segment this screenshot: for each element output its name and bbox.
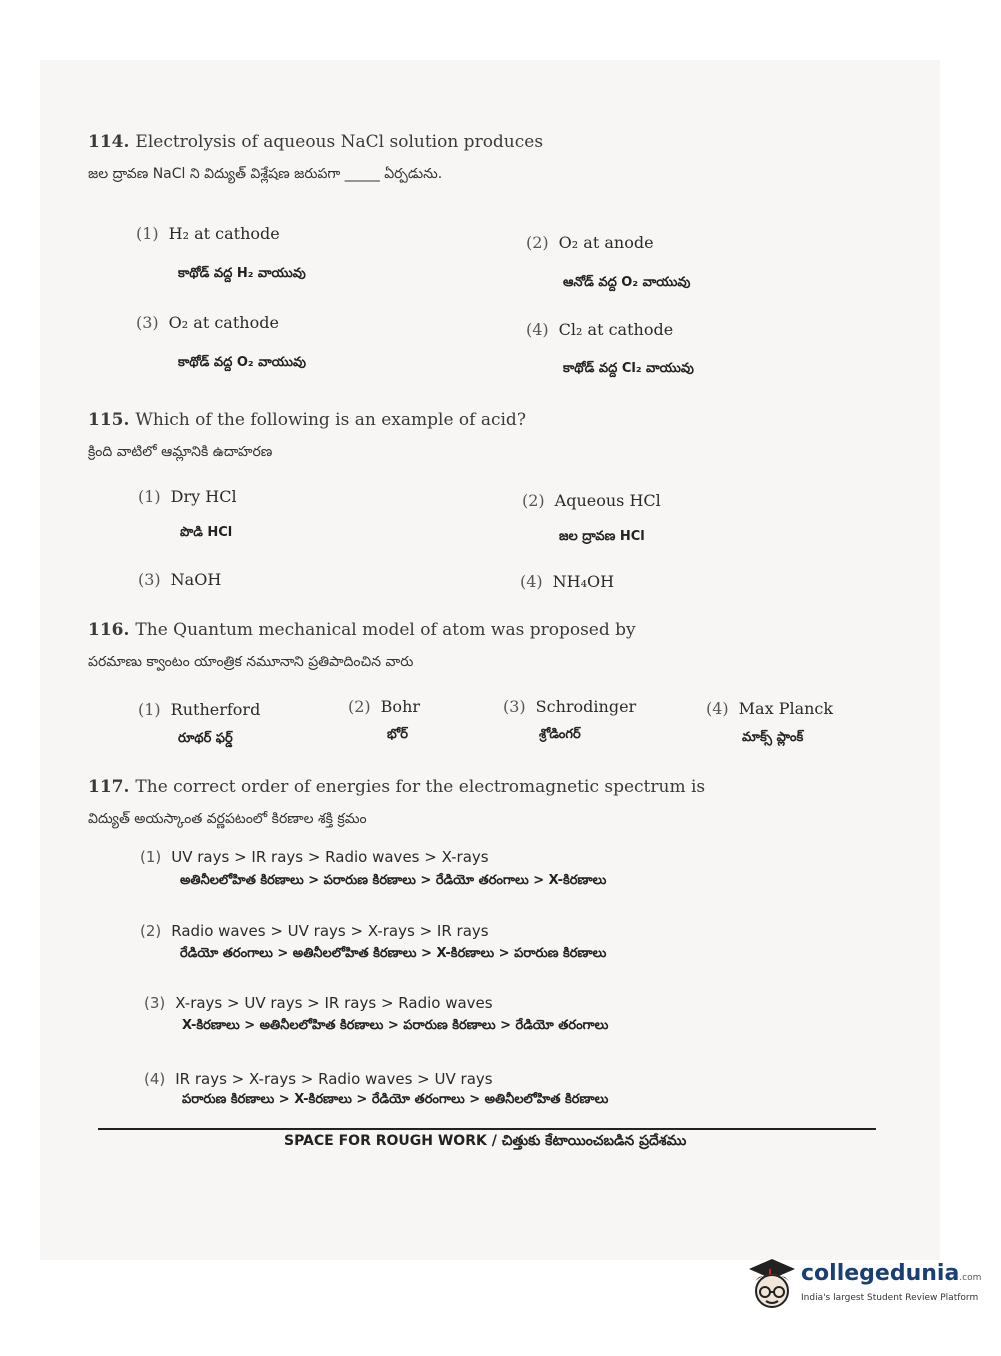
option-117-4-telugu: పరారుణ కిరణాలు > X-కిరణాలు > రేడియో తరంగాలు > అతినీలలోహిత కిరణాలు — [182, 1092, 609, 1107]
option-114-4[interactable]: (4) Cl₂ at cathode — [526, 320, 674, 339]
question-number: 116. — [88, 620, 130, 640]
option-115-1[interactable]: (1) Dry HCl — [138, 487, 237, 506]
option-114-4-telugu: కాథోడ్ వద్ద Cl₂ వాయువు — [563, 361, 694, 376]
question-text: Which of the following is an example of acid? — [135, 410, 526, 430]
option-117-2-telugu: రేడియో తరంగాలు > అతినీలలోహిత కిరణాలు > X-కిరణాలు > పరారుణ కిరణాలు — [180, 946, 607, 961]
option-116-4[interactable]: (4) Max Planck — [706, 699, 834, 718]
option-115-1-telugu: పొడి HCl — [180, 525, 233, 540]
option-114-1[interactable]: (1) H₂ at cathode — [136, 224, 280, 243]
option-116-3-telugu: శ్రోడింగర్ — [539, 727, 581, 742]
option-117-1[interactable]: (1) UV rays > IR rays > Radio waves > X-rays — [140, 848, 489, 866]
option-117-1-telugu: అతినీలలోహిత కిరణాలు > పరారుణ కిరణాలు > రేడియో తరంగాలు > X-కిరణాలు — [180, 873, 607, 888]
option-117-3[interactable]: (3) X-rays > UV rays > IR rays > Radio waves — [144, 994, 493, 1012]
question-telugu: పరమాణు క్వాంటం యాంత్రిక నమూనాని ప్రతిపాదించిన వారు — [88, 654, 414, 670]
collegedunia-logo[interactable] — [745, 1255, 985, 1315]
question-telugu: విద్యుత్ అయస్కాంత వర్ణపటంలో కిరణాల శక్తి క్రమం — [88, 811, 367, 827]
option-114-2[interactable]: (2) O₂ at anode — [526, 233, 654, 252]
option-116-1-telugu: రూథర్ ఫర్డ్ — [178, 731, 233, 746]
option-115-4[interactable]: (4) NH₄OH — [520, 572, 615, 591]
option-116-2[interactable]: (2) Bohr — [348, 697, 421, 716]
option-114-1-telugu: కాథోడ్ వద్ద H₂ వాయువు — [178, 266, 306, 281]
option-116-2-telugu: భోర్ — [387, 727, 408, 742]
option-117-2[interactable]: (2) Radio waves > UV rays > X-rays > IR rays — [140, 922, 489, 940]
logo-suffix: .com — [959, 1273, 982, 1283]
question-number: 117. — [88, 777, 130, 797]
question-116 — [88, 620, 908, 673]
question-telugu: క్రింది వాటిలో ఆమ్లానికి ఉదాహరణ — [88, 444, 273, 460]
option-114-3[interactable]: (3) O₂ at cathode — [136, 313, 279, 332]
option-115-2-telugu: జల ద్రావణ HCl — [559, 529, 645, 544]
mascot-icon — [745, 1255, 799, 1313]
option-115-2[interactable]: (2) Aqueous HCl — [522, 491, 661, 510]
question-number: 115. — [88, 410, 130, 430]
logo-name: collegedunia — [801, 1261, 960, 1286]
divider — [98, 1128, 876, 1130]
question-number: 114. — [88, 132, 130, 152]
option-116-4-telugu: మాక్స్ ప్లాంక్ — [742, 730, 804, 745]
option-116-3[interactable]: (3) Schrodinger — [503, 697, 637, 716]
option-114-3-telugu: కాథోడ్ వద్ద O₂ వాయువు — [178, 355, 306, 370]
rough-work-label: SPACE FOR ROUGH WORK / చిత్తుకు కేటాయించబడిన ప్రదేశము — [284, 1133, 687, 1149]
question-text: Electrolysis of aqueous NaCl solution produces — [135, 132, 544, 152]
option-117-4[interactable]: (4) IR rays > X-rays > Radio waves > UV rays — [144, 1070, 493, 1088]
question-telugu: జల ద్రావణ NaCl ని విద్యుత్ విశ్లేషణ జరుపగా _____ ఏర్పడును. — [88, 166, 443, 182]
option-116-1[interactable]: (1) Rutherford — [138, 700, 261, 719]
question-115 — [88, 410, 908, 463]
option-117-3-telugu: X-కిరణాలు > అతినీలలోహిత కిరణాలు > పరారుణ కిరణాలు > రేడియో తరంగాలు — [182, 1018, 609, 1033]
option-115-3[interactable]: (3) NaOH — [138, 570, 222, 589]
option-114-2-telugu: ఆనోడ్ వద్ద O₂ వాయువు — [563, 275, 691, 290]
question-114 — [88, 132, 908, 185]
question-text: The Quantum mechanical model of atom was proposed by — [135, 620, 636, 640]
logo-tagline: India's largest Student Review Platform — [801, 1293, 979, 1303]
question-117 — [88, 777, 908, 830]
question-text: The correct order of energies for the electromagnetic spectrum is — [135, 777, 706, 797]
